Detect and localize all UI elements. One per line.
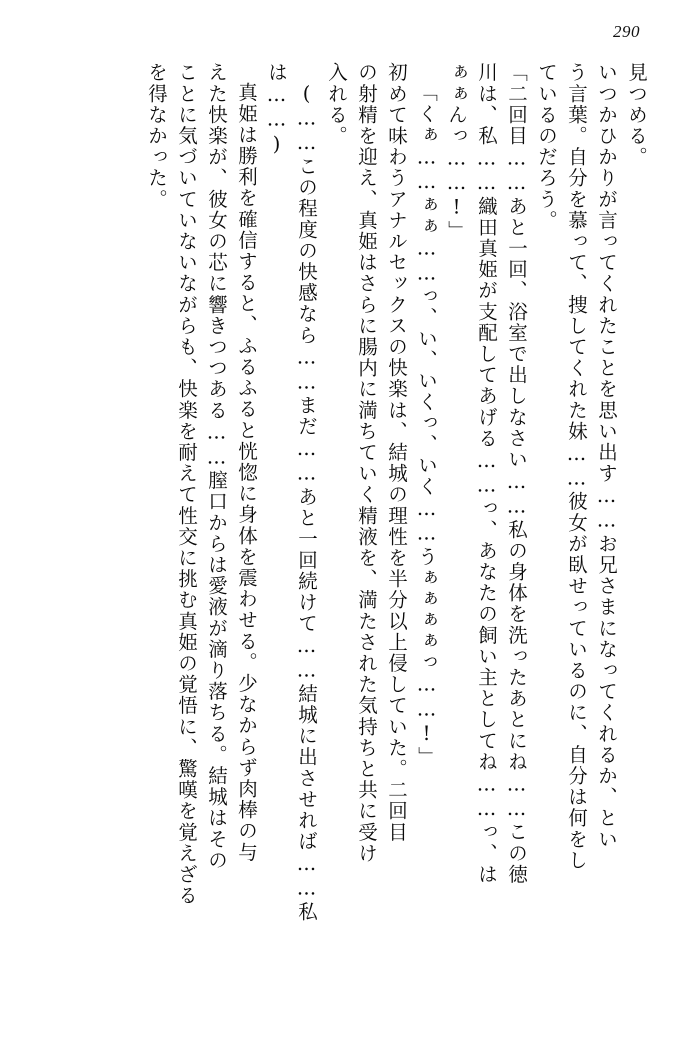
text-column: (……この程度の快感なら……まだ……あと一回続けて……結城に出させれば……私 <box>295 82 318 923</box>
text-column: 川は、私……織田真姫が支配してあげる……っ、あなたの飼い主としてね……っ、は <box>475 62 498 885</box>
text-column: ているのだろう。 <box>535 62 558 231</box>
text-column: は……) <box>265 62 288 157</box>
text-column: 真姫は勝利を確信すると、ふるふると恍惚に身体を震わせる。少なからず肉棒の与 <box>235 82 258 863</box>
text-column: ことに気づいていないながらも、快楽を耐えて性交に挑む真姫の覚悟に、驚嘆を覚えざる <box>175 62 198 906</box>
text-column: いつかひかりが言ってくれたことを思い出す……お兄さまになってくれるか、とい <box>595 62 618 850</box>
text-column: 入れる。 <box>325 62 348 147</box>
text-column: 「くぁ……ぁぁ……っ、い、いくっ、いく……うぁぁぁぁっ……!」 <box>415 82 438 768</box>
text-column: 見つめる。 <box>625 62 648 168</box>
text-column: ぁぁんっ……!」 <box>445 62 468 242</box>
text-column: を得なかった。 <box>145 62 168 210</box>
page-number: 290 <box>613 22 640 41</box>
vertical-text-body <box>40 62 646 1016</box>
text-column: えた快楽が、彼女の芯に響きつつある……膣口からは愛液が滴り落ちる。結城はその <box>205 62 228 871</box>
text-column: う言葉。自分を慕って、捜してくれた妹……彼女が臥せっているのに、自分は何をし <box>565 62 588 871</box>
text-column: 「二回目……あと一回、浴室で出しなさい……私の身体を洗ったあとにね……この徳 <box>505 62 528 885</box>
text-column: 初めて味わうアナルセックスの快楽は、結城の理性を半分以上侵していた。二回目 <box>385 62 408 843</box>
text-column: の射精を迎え、真姫はさらに腸内に満ちていく精液を、満たされた気持ちと共に受け <box>355 62 378 864</box>
